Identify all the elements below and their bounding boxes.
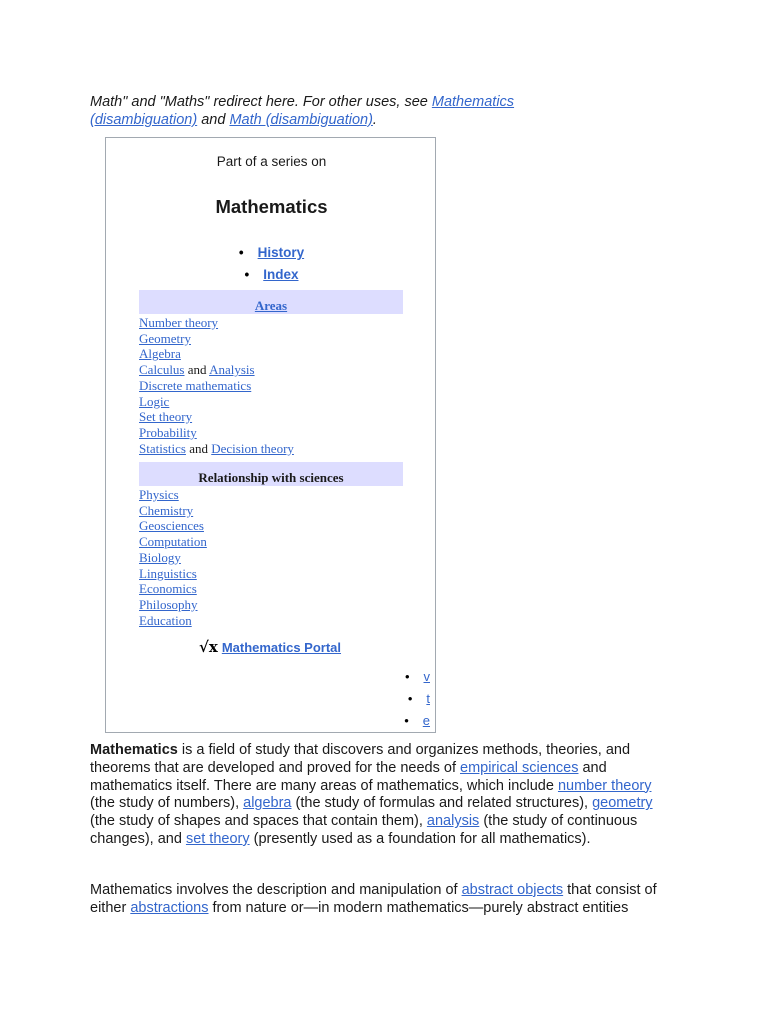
square-root-icon: √x <box>199 638 218 656</box>
portal-link-row <box>199 638 341 656</box>
link-set-theory[interactable]: Set theory <box>139 409 193 425</box>
link-analysis-inline[interactable]: analysis <box>426 813 480 830</box>
link-probability[interactable]: Probability <box>139 424 197 440</box>
link-algebra[interactable]: Algebra <box>139 346 181 362</box>
hatnote <box>90 93 560 129</box>
link-geosciences[interactable]: Geosciences <box>139 518 204 534</box>
link-computation[interactable]: Computation <box>139 534 207 550</box>
link-algebra-inline[interactable]: algebra <box>243 795 292 812</box>
list-item <box>139 378 403 394</box>
list-item <box>106 242 437 264</box>
list-item <box>139 441 403 457</box>
link-physics[interactable]: Physics <box>139 487 179 502</box>
list-item <box>139 566 403 582</box>
link-set-theory-inline[interactable]: set theory <box>185 830 250 847</box>
list-item <box>139 613 403 629</box>
paragraph-text: is a field of study that discovers and organizes methods, theories, and theorems that are developed and proved for the needs of <box>90 742 631 776</box>
list-item <box>139 518 403 534</box>
link-mathematics-portal[interactable]: Mathematics Portal <box>221 640 342 655</box>
infobox-title: Mathematics <box>215 196 328 217</box>
link-biology[interactable]: Biology <box>139 549 181 565</box>
paragraph-text: and mathematics itself. There are many areas of mathematics, which include <box>90 759 607 794</box>
link-abstract-objects[interactable]: abstract objects <box>461 882 564 898</box>
list-item <box>404 666 430 688</box>
bullet: • <box>404 713 409 728</box>
link-statistics[interactable]: Statistics <box>139 440 186 456</box>
paragraph-text: Mathematics involves the description and manipulation of <box>90 882 462 898</box>
list-item <box>139 425 403 441</box>
link-index[interactable]: Index <box>263 267 299 282</box>
link-talk-template[interactable]: t <box>426 691 430 706</box>
link-history[interactable]: History <box>257 245 305 260</box>
list-item <box>139 487 403 503</box>
link-logic[interactable]: Logic <box>139 393 170 409</box>
bullet: • <box>404 669 410 684</box>
paragraph-text: (the study of numbers), <box>90 795 244 812</box>
link-calculus[interactable]: Calculus <box>139 362 185 378</box>
link-linguistics[interactable]: Linguistics <box>139 565 197 581</box>
list-item <box>139 503 403 519</box>
link-math-disambiguation[interactable]: Math (disambiguation) <box>229 112 373 128</box>
link-geometry[interactable]: Geometry <box>139 330 191 346</box>
infobox-pretitle: Part of a series on <box>216 154 327 169</box>
separator-text: and <box>185 440 212 456</box>
link-abstractions[interactable]: abstractions <box>130 899 209 916</box>
mathematics-series-infobox <box>105 137 436 733</box>
paragraph-text: (the study of formulas and related structures), <box>291 795 593 812</box>
second-paragraph <box>90 882 675 918</box>
link-edit-template[interactable]: e <box>422 713 430 728</box>
sciences-heading: Relationship with sciences <box>139 462 403 486</box>
hatnote-text: and <box>197 112 230 128</box>
link-analysis[interactable]: Analysis <box>209 362 255 378</box>
intro-paragraph <box>90 742 675 849</box>
link-view-template[interactable]: v <box>423 669 430 684</box>
infobox-top-links <box>106 242 437 286</box>
paragraph-text: (the study of shapes and spaces that contain them), <box>90 813 427 830</box>
hatnote-text: Math" and "Maths" redirect here. For other uses, see <box>90 94 432 110</box>
list-item <box>139 409 403 425</box>
bold-term: Mathematics <box>90 742 178 758</box>
list-item <box>139 534 403 550</box>
list-item <box>139 597 403 613</box>
bullet: • <box>244 267 250 282</box>
link-philosophy[interactable]: Philosophy <box>139 596 198 612</box>
paragraph-text: that consist of either <box>90 882 657 916</box>
link-decision-theory[interactable]: Decision theory <box>211 440 294 456</box>
list-item <box>139 550 403 566</box>
list-item <box>139 331 403 347</box>
link-chemistry[interactable]: Chemistry <box>139 502 194 518</box>
list-item <box>139 581 403 597</box>
link-education[interactable]: Education <box>139 612 192 628</box>
hatnote-text: . <box>372 112 377 128</box>
list-item <box>404 710 430 732</box>
list-item <box>139 315 403 331</box>
link-geometry-inline[interactable]: geometry <box>592 795 653 812</box>
paragraph-text: (presently used as a foundation for all mathematics). <box>249 830 591 847</box>
sciences-list <box>139 487 403 628</box>
areas-list <box>139 315 403 456</box>
bullet: • <box>407 691 413 706</box>
link-empirical-sciences[interactable]: empirical sciences <box>460 759 579 776</box>
link-number-theory[interactable]: Number theory <box>139 315 219 330</box>
areas-heading <box>139 290 403 314</box>
link-mathematics-disambiguation[interactable]: Mathematics (disambiguation) <box>90 94 515 128</box>
link-areas[interactable]: Areas <box>254 298 288 313</box>
list-item <box>404 688 430 710</box>
paragraph-text: from nature or—in modern mathematics—purely abstract entities <box>208 899 629 916</box>
list-item <box>139 394 403 410</box>
list-item <box>139 362 403 378</box>
list-item <box>106 264 437 286</box>
separator-text: and <box>184 362 210 378</box>
list-item <box>139 346 403 362</box>
bullet: • <box>238 245 244 260</box>
link-discrete-mathematics[interactable]: Discrete mathematics <box>139 377 252 393</box>
link-economics[interactable]: Economics <box>139 581 197 597</box>
link-number-theory-inline[interactable]: number theory <box>557 777 652 794</box>
paragraph-text: (the study of continuous changes), and <box>90 813 638 847</box>
navbox-vte-links <box>404 666 430 732</box>
